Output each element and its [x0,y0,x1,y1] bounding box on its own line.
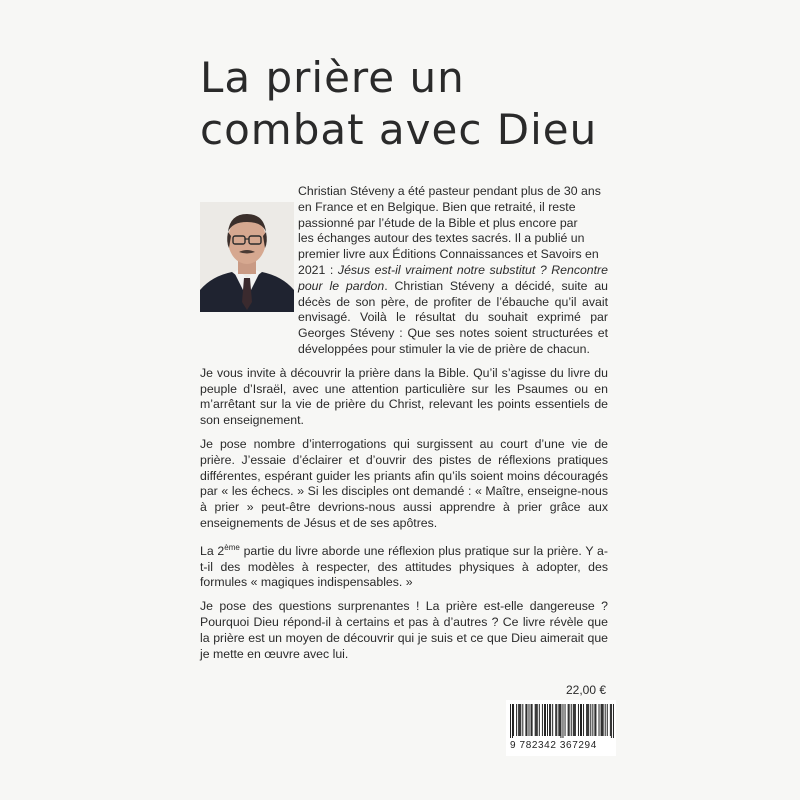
barcode-bar [547,704,548,736]
barcode-bar [601,704,602,736]
isbn-number: 9 782342 367294 [510,740,597,751]
paragraph-surprising-questions: Je pose des questions surprenantes ! La prière est-elle dangereuse ? Pourquoi Dieu répond-il à certains et pas à d’autres ? Ce livre révèle que la prière est un moyen de découvrir qui je suis et ce que Dieu aimerait que je mette en œuvre avec lui. [200,599,608,661]
barcode-bar [610,704,611,736]
barcode-bar [575,704,576,736]
barcode-bar [559,704,560,736]
intro-first-lines [298,184,608,263]
barcode-bar [522,704,523,736]
barcode-bar [569,704,570,736]
ordinal-superscript: ème [224,542,240,552]
barcode-bar [513,704,514,736]
intro-line: en France et en Belgique. Bien que retraité, il reste [298,199,576,214]
intro-line: les échanges autour des textes sacrés. Il a publié un [298,231,585,246]
barcode-bar [560,704,561,738]
barcode-bar [583,704,584,736]
barcode-bar [525,704,526,736]
book-title [200,52,760,156]
barcode-bars [510,704,614,738]
barcode-bar [531,704,532,736]
barcode-bar [535,704,536,736]
barcode-bar [586,704,587,736]
barcode-bar [581,704,582,736]
barcode-bar [611,704,612,738]
barcode-bar [552,704,553,736]
barcode-bar [516,704,517,736]
isbn-barcode [506,700,616,756]
barcode-bar [578,704,579,736]
barcode-bar [587,704,588,736]
barcode-bar [529,704,530,736]
barcode-bar [520,704,521,736]
barcode-bar [602,704,603,736]
barcode-bar [536,704,537,736]
barcode-bar [605,704,606,736]
author-bio-paragraph [298,263,608,358]
intro-line: premier livre aux Éditions Connaissances et Savoirs en [298,247,599,262]
barcode-bar [558,704,559,736]
barcode-bar [545,704,546,736]
barcode-bar [555,704,556,736]
back-cover-text [200,184,608,670]
barcode-bar [592,704,593,736]
previous-book-title: Jésus est-il vraiment notre substitut ? Rencontre pour le pardon [298,262,608,293]
barcode-bar [573,704,574,736]
barcode-bar [603,704,604,736]
barcode-bar [574,704,575,736]
intro-line: passionné par l’étude de la Bible et plus encore par [298,215,578,230]
paragraph-second-part [200,540,608,591]
barcode-bar [590,704,591,736]
barcode-bar [599,704,600,736]
barcode-bar [539,704,540,736]
barcode-bar [588,704,589,736]
barcode-bar [532,704,533,736]
paragraph-questions: Je pose nombre d’interrogations qui surgissent au court d’une vie de prière. J’essaie d’éclairer et d’ouvrir des pistes de réflexions pratiques différentes, espérant guider les priants afin qu’ils soient moins découragés par « les échecs. » Si les disciples ont demandé : « Maître, enseigne-nous à prier » peut-être devrions-nous aussi apprendre à prier grâce aux enseignements de Jésus et de ses apôtres. [200,436,608,530]
barcode-bar [594,704,595,736]
title-line-1: La prière un [200,53,465,102]
barcode-bar [550,704,551,736]
price-label: 22,00 € [566,683,607,697]
barcode-bar [542,704,543,736]
barcode-bar [568,704,569,736]
bio-year: 2021 : [298,262,338,277]
second-part-text: partie du livre aborde une réflexion plus pratique sur la prière. Y a-t-il des modèles à respecter, des attitudes physiques à adopter, des formules « magiques indispensables. » [200,543,608,590]
barcode-bar [549,704,550,736]
paragraph-bible-prayer: Je vous invite à découvrir la prière dans la Bible. Qu’il s’agisse du livre du peuple d’Israël, avec une attention particulière sur les Psaumes ou en m’arrêtant sur la vie de prière du Christ, relevant les points essentiels de son enseignement. [200,365,608,428]
barcode-bar [565,704,566,736]
barcode-bar [537,704,538,736]
barcode-bar [510,704,511,738]
barcode-bar [613,704,614,738]
barcode-bar [512,704,513,738]
barcode-bar [563,704,564,738]
barcode-bar [580,704,581,736]
title-line-2: combat avec Dieu [200,105,598,154]
barcode-bar [595,704,596,736]
barcode-bar [518,704,519,736]
bio-continuation: . Christian Stéveny a décidé, suite au décès de son père, de profiter de l’ébauche qu’il avait envisagé. Voilà le résultat du souhait exprimé par Georges Stéveny : Que ses notes soient structurées et développées pour stimuler la vie de prière de chacun. [298,278,609,356]
barcode-bar [607,704,608,736]
second-part-prefix: La 2 [200,543,225,558]
barcode-bar [526,704,527,736]
barcode-bar [544,704,545,736]
barcode-bar [571,704,572,736]
intro-line: Christian Stéveny a été pasteur pendant plus de 30 ans [298,184,601,198]
barcode-bar [556,704,557,736]
barcode-bar [519,704,520,736]
